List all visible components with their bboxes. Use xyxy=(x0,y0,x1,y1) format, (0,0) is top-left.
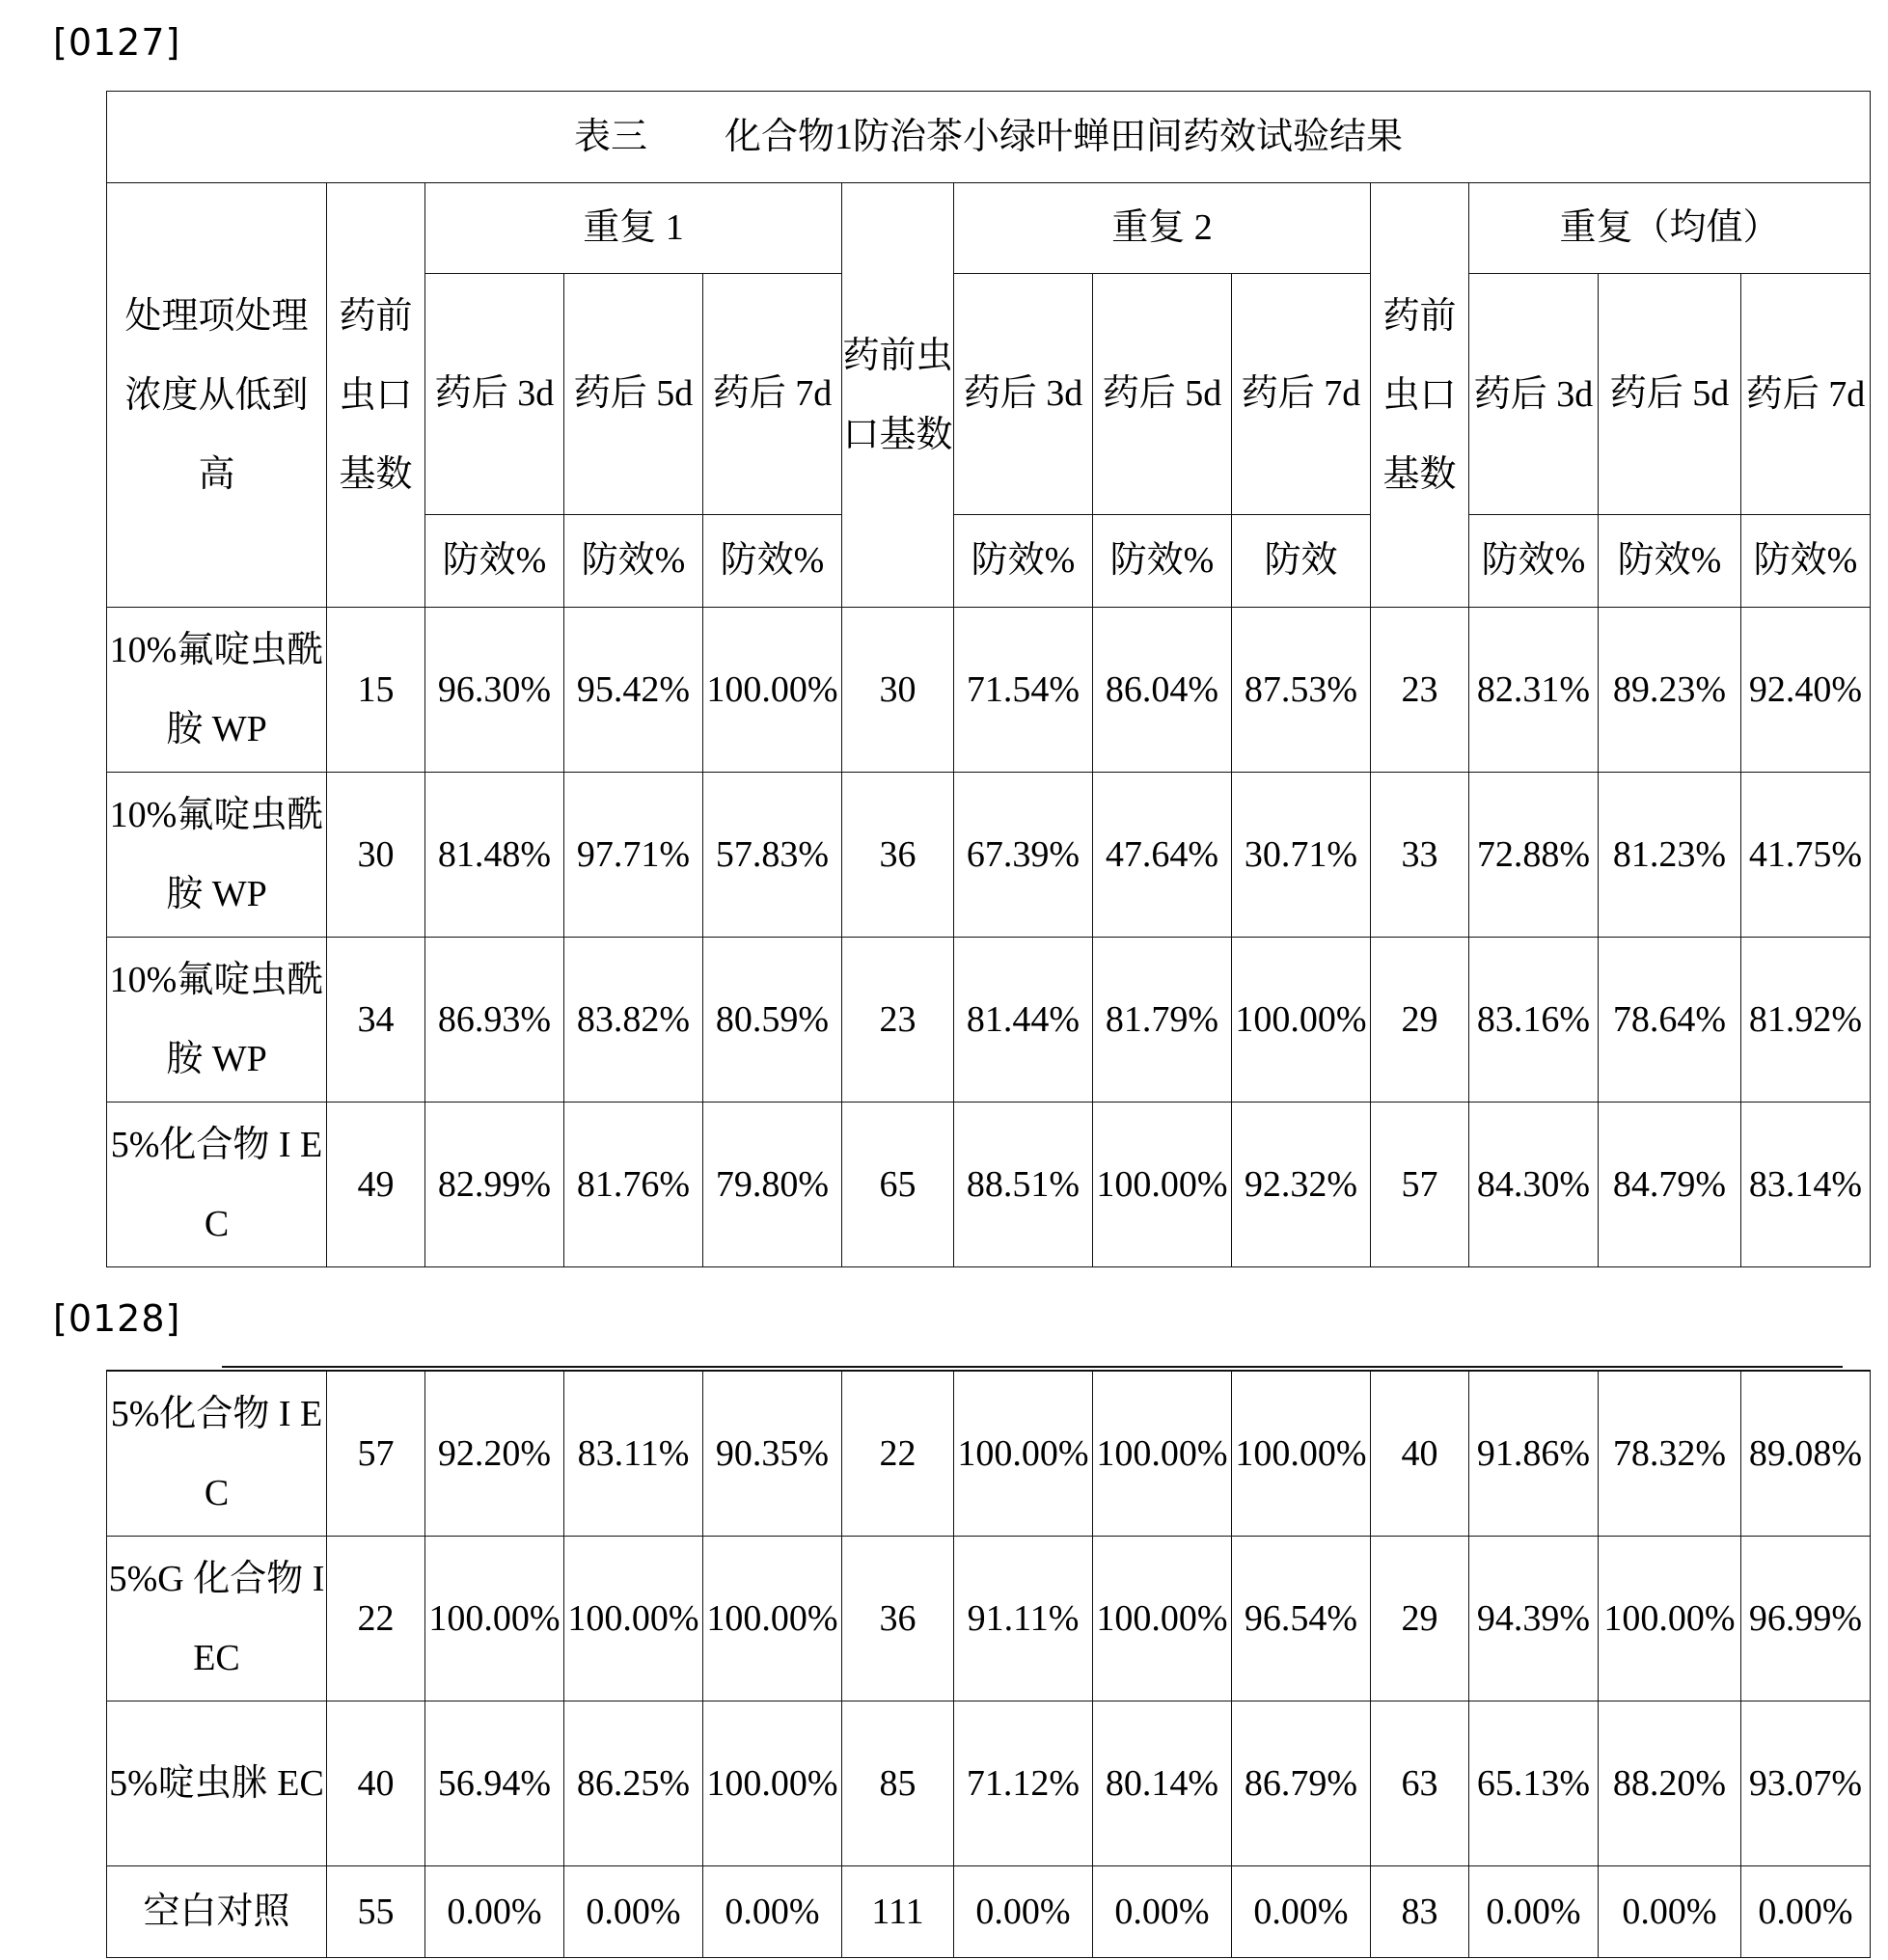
value-cell: 81.44% xyxy=(954,938,1093,1102)
value-cell: 93.07% xyxy=(1741,1701,1871,1866)
header-rep1-d5: 药后 5d xyxy=(564,274,703,515)
header-rep2-d5: 药后 5d xyxy=(1093,274,1232,515)
value-cell: 81.48% xyxy=(425,773,564,938)
value-cell: 100.00% xyxy=(703,1701,842,1866)
value-cell: 86.93% xyxy=(425,938,564,1102)
base-count: 23 xyxy=(1371,608,1469,773)
header-rep-avg: 重复（均值） xyxy=(1469,183,1871,274)
value-cell: 56.94% xyxy=(425,1701,564,1866)
header-eff: 防效% xyxy=(1599,515,1741,608)
paragraph-number-0127: [0127] xyxy=(53,21,180,64)
value-cell: 84.79% xyxy=(1599,1102,1741,1267)
header-base-rep1: 药前虫口基数 xyxy=(327,183,425,608)
treatment-name: 10%氟啶虫酰胺 WP xyxy=(107,608,327,773)
table-row xyxy=(107,1866,1871,1958)
value-cell: 81.92% xyxy=(1741,938,1871,1102)
value-cell: 86.25% xyxy=(564,1701,703,1866)
header-rep2-d7: 药后 7d xyxy=(1232,274,1371,515)
value-cell: 80.59% xyxy=(703,938,842,1102)
value-cell: 47.64% xyxy=(1093,773,1232,938)
table-title xyxy=(107,92,1871,183)
value-cell: 100.00% xyxy=(954,1371,1093,1537)
value-cell: 100.00% xyxy=(1232,1371,1371,1537)
base-count: 49 xyxy=(327,1102,425,1267)
treatment-name: 5%化合物 I EC xyxy=(107,1102,327,1267)
value-cell: 78.32% xyxy=(1599,1371,1741,1537)
header-eff: 防效% xyxy=(703,515,842,608)
header-rep2-d3: 药后 3d xyxy=(954,274,1093,515)
table-row xyxy=(107,773,1871,938)
base-count: 40 xyxy=(327,1701,425,1866)
value-cell: 97.71% xyxy=(564,773,703,938)
value-cell: 86.79% xyxy=(1232,1701,1371,1866)
table-row xyxy=(107,1371,1871,1537)
table-row xyxy=(107,1537,1871,1701)
base-count: 63 xyxy=(1371,1701,1469,1866)
results-table-part2 xyxy=(106,1370,1871,1958)
value-cell: 82.99% xyxy=(425,1102,564,1267)
header-rep2: 重复 2 xyxy=(954,183,1371,274)
value-cell: 100.00% xyxy=(425,1537,564,1701)
value-cell: 94.39% xyxy=(1469,1537,1599,1701)
base-count: 85 xyxy=(842,1701,954,1866)
treatment-name: 10%氟啶虫酰胺 WP xyxy=(107,938,327,1102)
value-cell: 86.04% xyxy=(1093,608,1232,773)
value-cell: 0.00% xyxy=(1093,1866,1232,1958)
value-cell: 88.51% xyxy=(954,1102,1093,1267)
base-count: 29 xyxy=(1371,1537,1469,1701)
header-treatment: 处理项处理浓度从低到高 xyxy=(107,183,327,608)
header-eff: 防效% xyxy=(1741,515,1871,608)
base-count: 36 xyxy=(842,1537,954,1701)
value-cell: 72.88% xyxy=(1469,773,1599,938)
value-cell: 92.40% xyxy=(1741,608,1871,773)
results-table-part1 xyxy=(106,91,1871,1267)
table-row xyxy=(107,608,1871,773)
value-cell: 57.83% xyxy=(703,773,842,938)
value-cell: 96.54% xyxy=(1232,1537,1371,1701)
treatment-name: 5%啶虫脒 EC xyxy=(107,1701,327,1866)
value-cell: 92.32% xyxy=(1232,1102,1371,1267)
base-count: 57 xyxy=(1371,1102,1469,1267)
base-count: 55 xyxy=(327,1866,425,1958)
header-rep1-d3: 药后 3d xyxy=(425,274,564,515)
value-cell: 92.20% xyxy=(425,1371,564,1537)
divider xyxy=(222,1366,1843,1368)
value-cell: 82.31% xyxy=(1469,608,1599,773)
value-cell: 81.76% xyxy=(564,1102,703,1267)
header-eff: 防效% xyxy=(954,515,1093,608)
value-cell: 91.86% xyxy=(1469,1371,1599,1537)
value-cell: 83.82% xyxy=(564,938,703,1102)
value-cell: 100.00% xyxy=(1093,1537,1232,1701)
paragraph-number-0128: [0128] xyxy=(53,1297,180,1340)
value-cell: 96.99% xyxy=(1741,1537,1871,1701)
base-count: 40 xyxy=(1371,1371,1469,1537)
header-base-avg: 药前虫口基数 xyxy=(1371,183,1469,608)
header-rep1: 重复 1 xyxy=(425,183,842,274)
value-cell: 100.00% xyxy=(703,1537,842,1701)
value-cell: 95.42% xyxy=(564,608,703,773)
base-count: 111 xyxy=(842,1866,954,1958)
treatment-name: 5%化合物 I EC xyxy=(107,1371,327,1537)
header-eff: 防效% xyxy=(1093,515,1232,608)
treatment-name: 10%氟啶虫酰胺 WP xyxy=(107,773,327,938)
header-base-rep2: 药前虫口基数 xyxy=(842,183,954,608)
header-rep1-d7: 药后 7d xyxy=(703,274,842,515)
header-avg-d7: 药后 7d xyxy=(1741,274,1871,515)
header-avg-d3: 药后 3d xyxy=(1469,274,1599,515)
value-cell: 78.64% xyxy=(1599,938,1741,1102)
table-row xyxy=(107,1102,1871,1267)
value-cell: 71.54% xyxy=(954,608,1093,773)
value-cell: 81.79% xyxy=(1093,938,1232,1102)
base-count: 83 xyxy=(1371,1866,1469,1958)
value-cell: 0.00% xyxy=(1741,1866,1871,1958)
base-count: 34 xyxy=(327,938,425,1102)
table-title-text: 化合物1防治茶小绿叶蝉田间药效试验结果 xyxy=(725,117,1403,157)
value-cell: 83.11% xyxy=(564,1371,703,1537)
base-count: 36 xyxy=(842,773,954,938)
header-eff-plain: 防效 xyxy=(1232,515,1371,608)
table-row xyxy=(107,938,1871,1102)
base-count: 30 xyxy=(842,608,954,773)
value-cell: 89.23% xyxy=(1599,608,1741,773)
header-avg-d5: 药后 5d xyxy=(1599,274,1741,515)
value-cell: 100.00% xyxy=(1599,1537,1741,1701)
value-cell: 0.00% xyxy=(1599,1866,1741,1958)
value-cell: 83.14% xyxy=(1741,1102,1871,1267)
value-cell: 0.00% xyxy=(954,1866,1093,1958)
value-cell: 30.71% xyxy=(1232,773,1371,938)
value-cell: 80.14% xyxy=(1093,1701,1232,1866)
value-cell: 79.80% xyxy=(703,1102,842,1267)
value-cell: 65.13% xyxy=(1469,1701,1599,1866)
value-cell: 89.08% xyxy=(1741,1371,1871,1537)
value-cell: 0.00% xyxy=(1469,1866,1599,1958)
base-count: 29 xyxy=(1371,938,1469,1102)
value-cell: 91.11% xyxy=(954,1537,1093,1701)
treatment-name: 空白对照 xyxy=(107,1866,327,1958)
value-cell: 71.12% xyxy=(954,1701,1093,1866)
base-count: 15 xyxy=(327,608,425,773)
base-count: 22 xyxy=(327,1537,425,1701)
value-cell: 0.00% xyxy=(703,1866,842,1958)
base-count: 65 xyxy=(842,1102,954,1267)
header-eff: 防效% xyxy=(425,515,564,608)
table-row xyxy=(107,1701,1871,1866)
value-cell: 90.35% xyxy=(703,1371,842,1537)
table-title-prefix: 表三 xyxy=(574,117,647,157)
value-cell: 84.30% xyxy=(1469,1102,1599,1267)
value-cell: 100.00% xyxy=(564,1537,703,1701)
base-count: 30 xyxy=(327,773,425,938)
base-count: 22 xyxy=(842,1371,954,1537)
value-cell: 100.00% xyxy=(703,608,842,773)
base-count: 33 xyxy=(1371,773,1469,938)
value-cell: 100.00% xyxy=(1093,1102,1232,1267)
value-cell: 0.00% xyxy=(564,1866,703,1958)
value-cell: 41.75% xyxy=(1741,773,1871,938)
value-cell: 81.23% xyxy=(1599,773,1741,938)
value-cell: 0.00% xyxy=(425,1866,564,1958)
value-cell: 100.00% xyxy=(1232,938,1371,1102)
header-eff: 防效% xyxy=(1469,515,1599,608)
header-eff: 防效% xyxy=(564,515,703,608)
base-count: 23 xyxy=(842,938,954,1102)
value-cell: 88.20% xyxy=(1599,1701,1741,1866)
value-cell: 83.16% xyxy=(1469,938,1599,1102)
treatment-name: 5%G 化合物 I EC xyxy=(107,1537,327,1701)
value-cell: 67.39% xyxy=(954,773,1093,938)
value-cell: 100.00% xyxy=(1093,1371,1232,1537)
value-cell: 0.00% xyxy=(1232,1866,1371,1958)
base-count: 57 xyxy=(327,1371,425,1537)
value-cell: 96.30% xyxy=(425,608,564,773)
value-cell: 87.53% xyxy=(1232,608,1371,773)
